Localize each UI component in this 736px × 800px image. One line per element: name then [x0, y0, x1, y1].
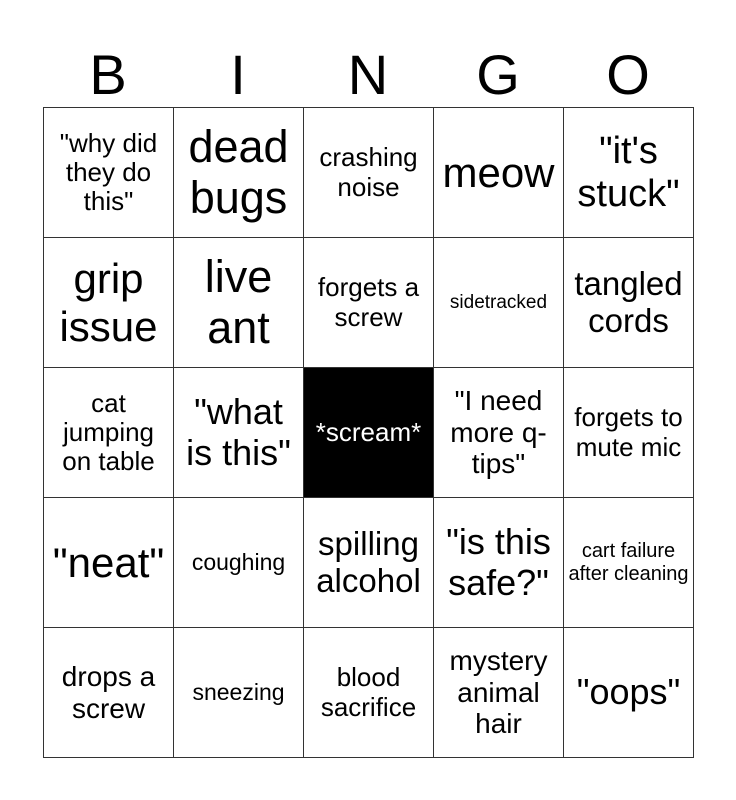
bingo-cell[interactable]: "neat" [44, 498, 174, 628]
header-letter-i: I [230, 43, 246, 106]
bingo-header [43, 42, 693, 108]
bingo-cell[interactable]: tangled cords [564, 238, 694, 368]
header-letter-b: B [89, 43, 127, 106]
bingo-cell[interactable]: "is this safe?" [434, 498, 564, 628]
bingo-cell[interactable]: cat jumping on table [44, 368, 174, 498]
bingo-board [43, 107, 694, 758]
bingo-cell[interactable]: sneezing [174, 628, 304, 758]
bingo-cell[interactable]: forgets to mute mic [564, 368, 694, 498]
bingo-cell[interactable]: grip issue [44, 238, 174, 368]
bingo-cell[interactable]: "why did they do this" [44, 108, 174, 238]
bingo-cell[interactable]: live ant [174, 238, 304, 368]
bingo-cell[interactable]: crashing noise [304, 108, 434, 238]
bingo-cell[interactable]: forgets a screw [304, 238, 434, 368]
bingo-cell[interactable]: "I need more q-tips" [434, 368, 564, 498]
bingo-cell[interactable]: spilling alcohol [304, 498, 434, 628]
bingo-cell[interactable]: "what is this" [174, 368, 304, 498]
bingo-cell[interactable]: mystery animal hair [434, 628, 564, 758]
free-space-cell[interactable]: *scream* [304, 368, 434, 498]
board-row [44, 368, 694, 498]
board-row [44, 108, 694, 238]
board-row [44, 628, 694, 758]
bingo-cell[interactable]: "oops" [564, 628, 694, 758]
bingo-cell[interactable]: dead bugs [174, 108, 304, 238]
bingo-cell[interactable]: sidetracked [434, 238, 564, 368]
header-letter-o: O [606, 43, 650, 106]
board-row [44, 238, 694, 368]
header-letter-g: G [476, 43, 520, 106]
bingo-cell[interactable]: drops a screw [44, 628, 174, 758]
header-letter-n: N [347, 43, 389, 106]
bingo-cell[interactable]: meow [434, 108, 564, 238]
bingo-cell[interactable]: coughing [174, 498, 304, 628]
bingo-cell[interactable]: cart failure after cleaning [564, 498, 694, 628]
bingo-cell[interactable]: blood sacrifice [304, 628, 434, 758]
bingo-cell[interactable]: "it's stuck" [564, 108, 694, 238]
board-row [44, 498, 694, 628]
